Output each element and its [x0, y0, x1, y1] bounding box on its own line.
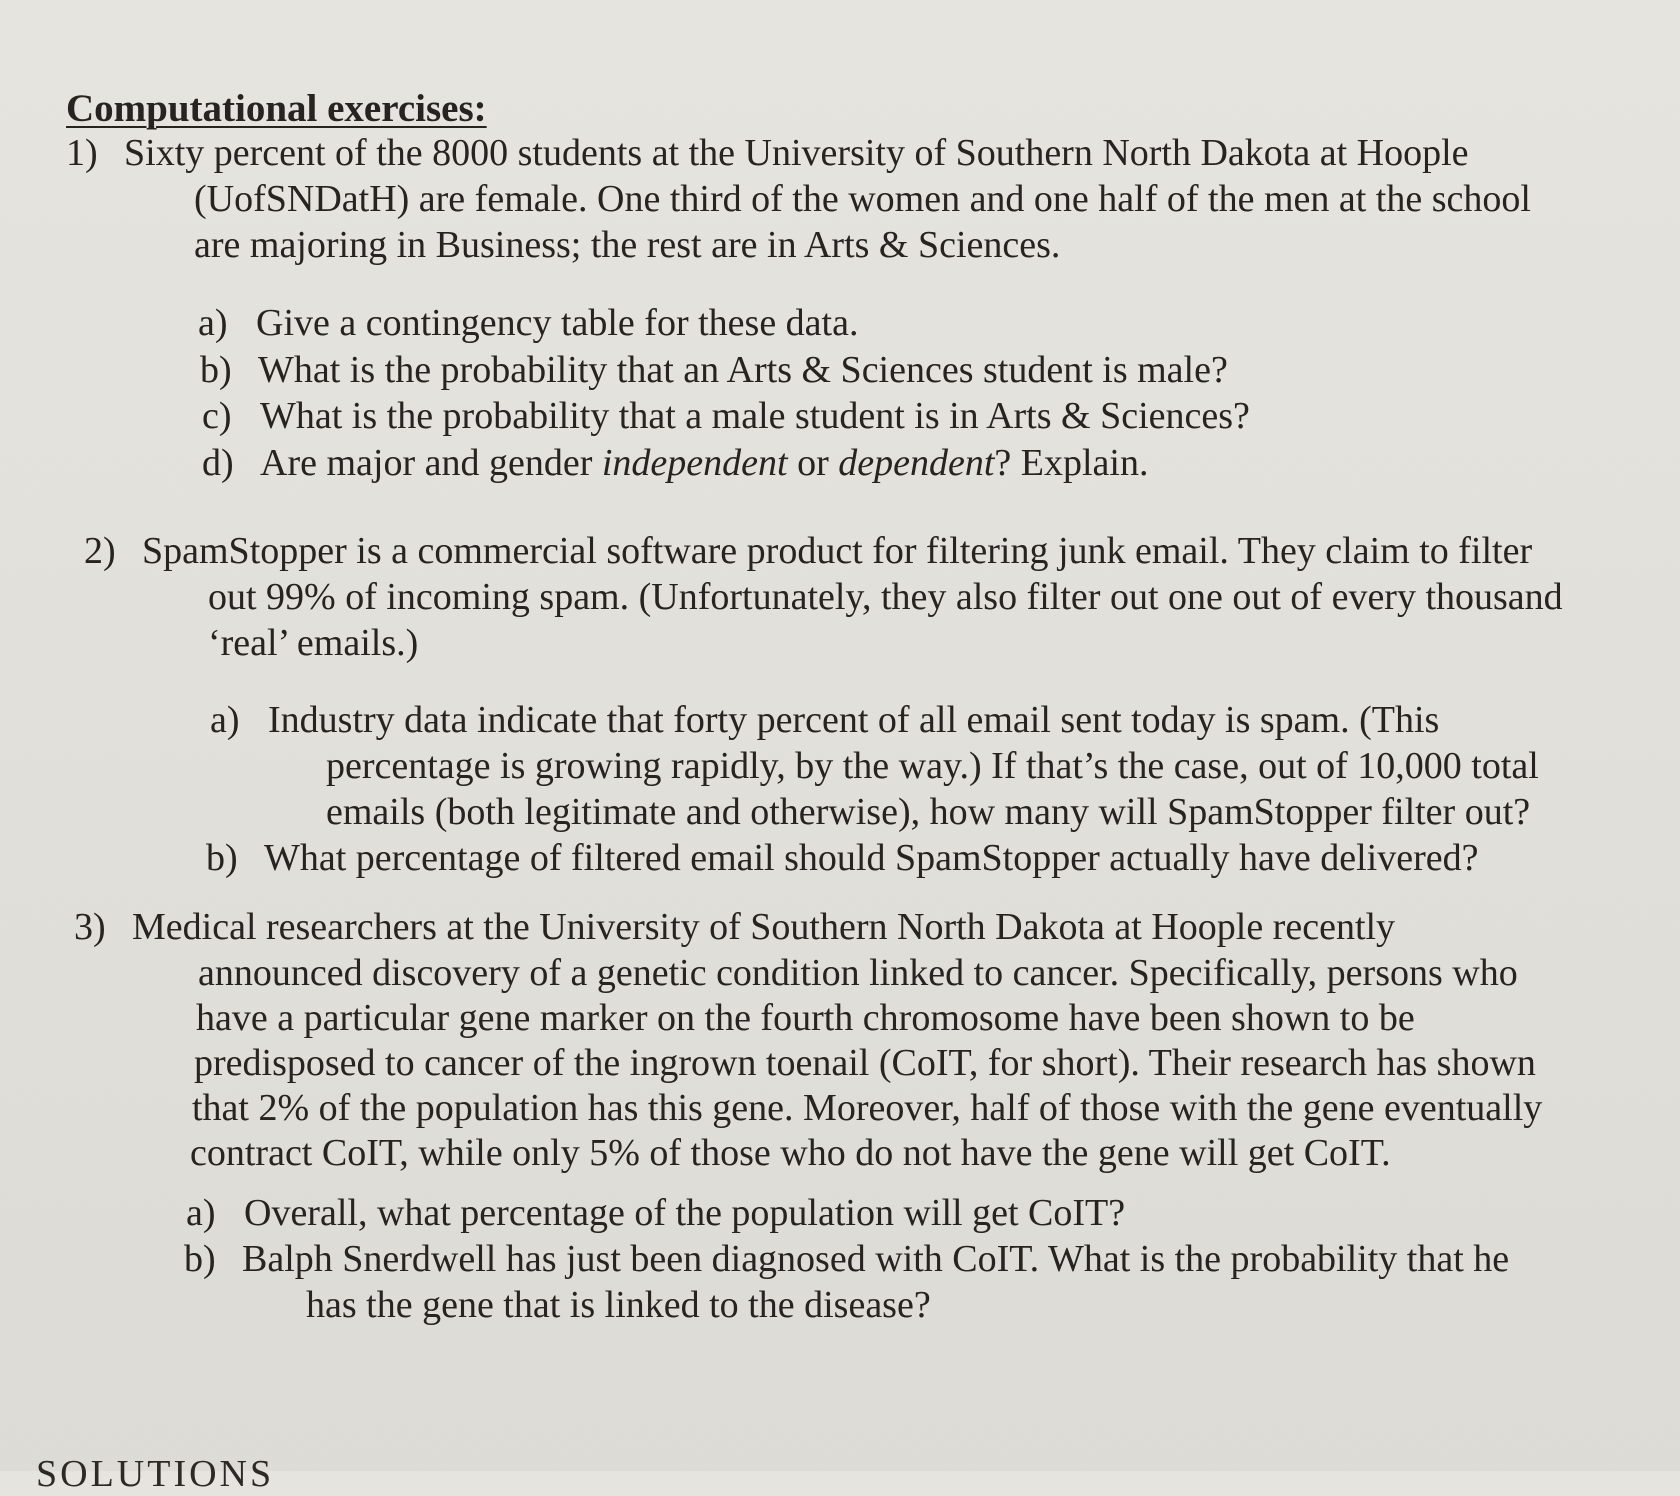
emphasis-independent: independent: [601, 442, 788, 484]
problem-3-line-6: contract CoIT, while only 5% of those who do not have the gene will get CoIT.: [190, 1132, 1391, 1174]
problem-1-text: Sixty percent of the 8000 students at the University of Southern North Dakota at Hoople: [124, 132, 1469, 174]
part-text: Balph Snerdwell has just been diagnosed with CoIT. What is the probability that he: [242, 1238, 1510, 1280]
part-label: b): [206, 837, 238, 879]
problem-3-line-2: announced discovery of a genetic condition linked to cancer. Specifically, persons who: [198, 952, 1518, 994]
problem-1-part-b: [200, 347, 1228, 393]
page-title: Computational exercises:: [66, 87, 487, 130]
part-text: Overall, what percentage of the population will get CoIT?: [244, 1192, 1126, 1234]
part-text: Give a contingency table for these data.: [256, 302, 859, 344]
part-label: b): [184, 1238, 216, 1280]
problem-3-line-1: [74, 904, 1395, 950]
part-text: Industry data indicate that forty percent of all email sent today is spam. (This: [268, 699, 1440, 741]
part-label: a): [198, 302, 228, 344]
problem-2-text: SpamStopper is a commercial software product for filtering junk email. They claim to filter: [142, 530, 1533, 572]
part-text: What is the probability that a male student is in Arts & Sciences?: [260, 395, 1250, 437]
problem-3-part-b-line-2: has the gene that is linked to the disease?: [306, 1284, 931, 1326]
problem-1-line-1: [66, 130, 1469, 176]
part-text-mid: or: [787, 442, 839, 484]
problem-2-line-3: ‘real’ emails.): [208, 622, 419, 664]
problem-1-part-c: [202, 393, 1250, 439]
problem-2-number: 2): [84, 530, 116, 572]
part-label: a): [186, 1192, 216, 1234]
part-text: What percentage of filtered email should SpamStopper actually have delivered?: [264, 837, 1479, 879]
problem-3-number: 3): [74, 906, 106, 948]
part-label: b): [200, 349, 232, 391]
part-label: d): [202, 442, 234, 484]
part-label: a): [210, 699, 240, 741]
problem-3-part-a: [186, 1190, 1125, 1236]
part-text: What is the probability that an Arts & Sciences student is male?: [258, 349, 1228, 391]
problem-3-line-4: predisposed to cancer of the ingrown toenail (CoIT, for short). Their research has shown: [194, 1042, 1536, 1084]
problem-2-part-a: [210, 697, 1439, 743]
problem-2-line-1: [84, 528, 1532, 574]
part-text: Are major and gender: [260, 442, 602, 484]
problem-2-line-2: out 99% of incoming spam. (Unfortunately, they also filter out one out of every thousand: [208, 576, 1563, 618]
part-label: c): [202, 395, 232, 437]
problem-1-number: 1): [66, 132, 98, 174]
emphasis-dependent: dependent: [838, 442, 995, 484]
problem-3-part-b: [184, 1236, 1509, 1282]
problem-1-line-2: (UofSNDatH) are female. One third of the women and one half of the men at the school: [194, 178, 1531, 220]
problem-1-line-3: are majoring in Business; the rest are in Arts & Sciences.: [194, 224, 1061, 266]
problem-1-part-a: [198, 300, 858, 346]
problem-1-part-d: [202, 440, 1148, 486]
problem-3-text: Medical researchers at the University of Southern North Dakota at Hoople recently: [132, 906, 1396, 948]
part-text-end: ? Explain.: [994, 442, 1149, 484]
problem-2-part-a-line-2: percentage is growing rapidly, by the way.) If that’s the case, out of 10,000 total: [326, 745, 1539, 787]
problem-3-line-5: that 2% of the population has this gene. Moreover, half of those with the gene eventually: [192, 1087, 1543, 1129]
footer-cut-heading: SOLUTIONS: [36, 1453, 275, 1495]
problem-3-line-3: have a particular gene marker on the fourth chromosome have been shown to be: [196, 997, 1415, 1039]
problem-2-part-a-line-3: emails (both legitimate and otherwise), how many will SpamStopper filter out?: [326, 791, 1531, 833]
problem-2-part-b: [206, 835, 1478, 881]
